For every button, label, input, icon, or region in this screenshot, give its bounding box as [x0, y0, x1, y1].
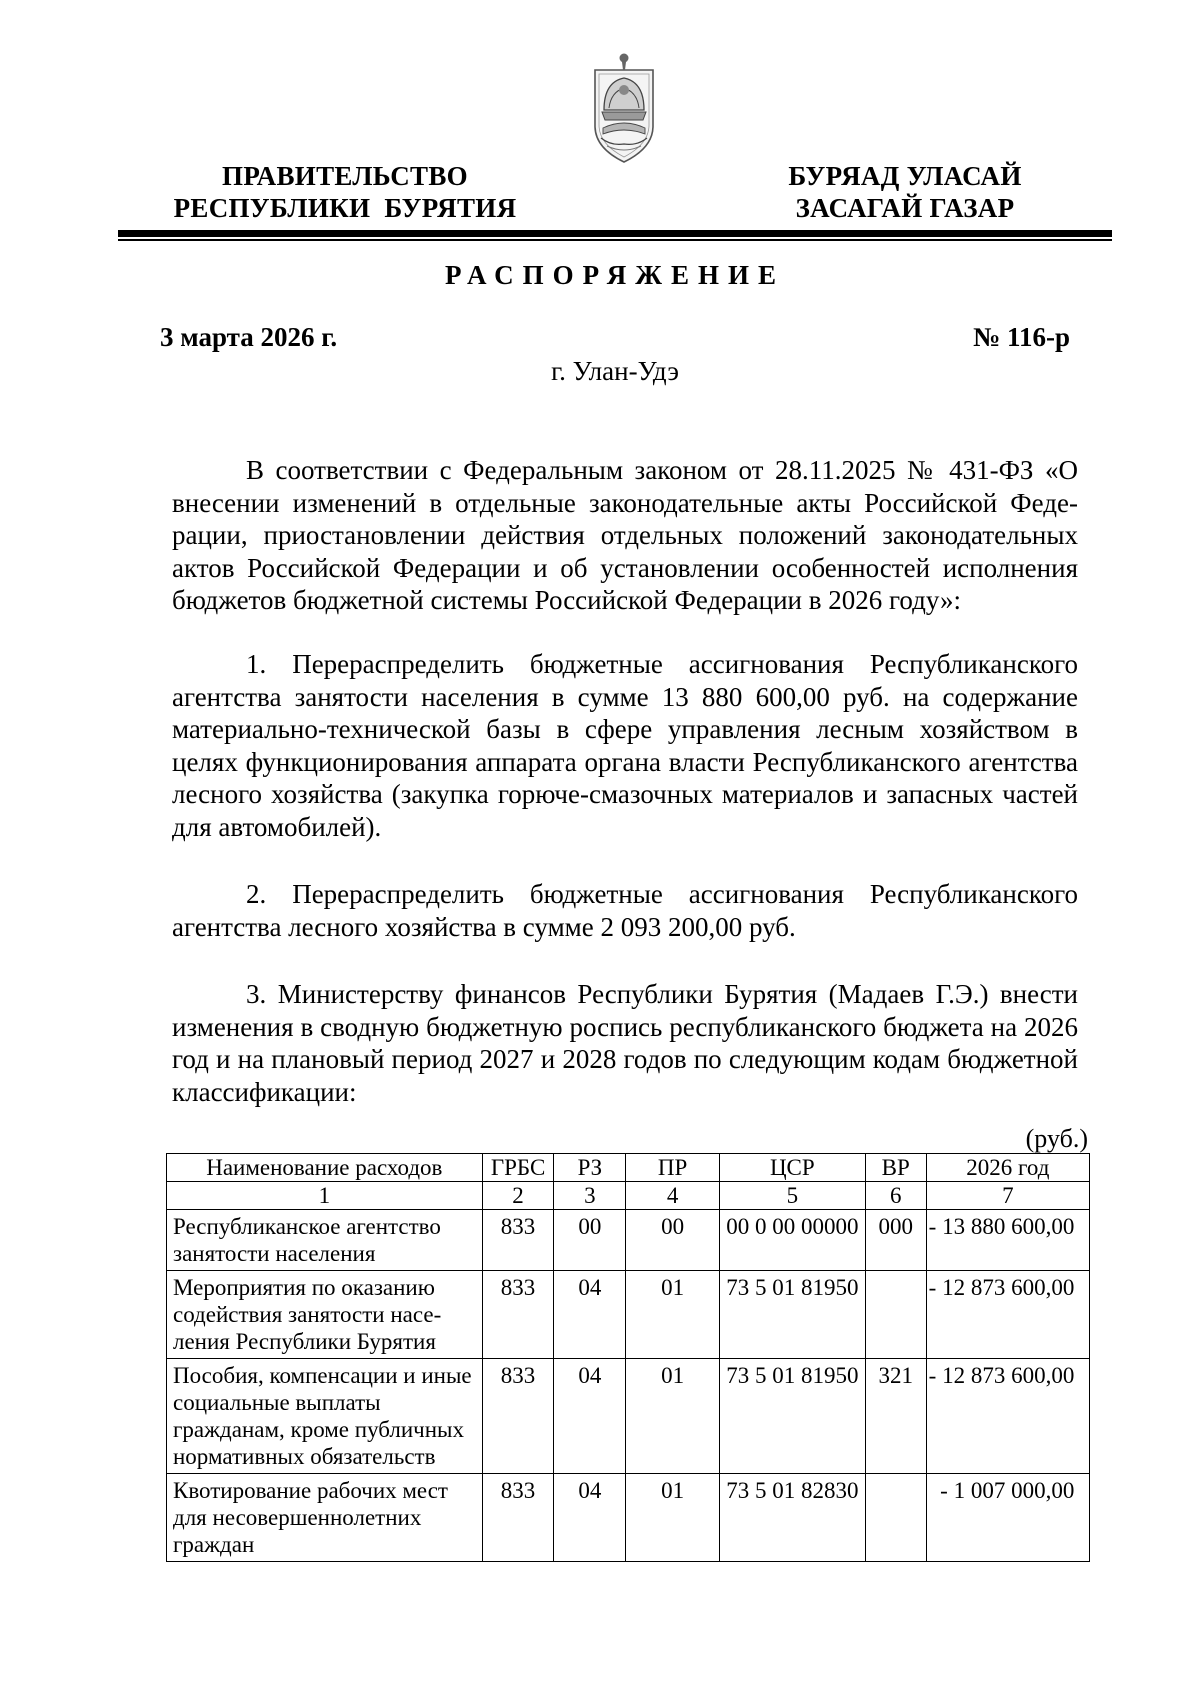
csr-cell: 73 5 01 81950 — [719, 1359, 865, 1474]
table-unit-label: (руб.) — [1025, 1124, 1088, 1153]
csr-cell: 00 0 00 00000 — [719, 1210, 865, 1271]
document-type: РАСПОРЯЖЕНИЕ — [444, 260, 786, 290]
item-2-paragraph: 2. Перераспределить бюджетные ассигнования Республиканского агентства лесного хозяйства в сумме 2 093 200,00 руб. — [172, 879, 1078, 942]
rz-cell: 00 — [554, 1210, 626, 1271]
header-rule-thick — [118, 230, 1112, 237]
org-name-line: РЕСПУБЛИКИ БУРЯТИЯ — [173, 193, 517, 223]
table-header-cell: ПР — [626, 1154, 720, 1182]
org-name-line: ЗАСАГАЙ ГАЗАР — [795, 193, 1015, 223]
pr-cell: 01 — [626, 1474, 720, 1562]
expense-name-cell: Мероприятия по оказанию содействия занятости населения Республики Бурятия — [167, 1271, 483, 1359]
column-number-cell: 5 — [719, 1182, 865, 1210]
csr-cell: 73 5 01 82830 — [719, 1474, 865, 1562]
amount-cell: - 1 007 000,00 — [926, 1474, 1089, 1562]
table-row — [167, 1474, 1090, 1562]
document-number: № 116-р — [973, 322, 1070, 352]
column-number-cell: 4 — [626, 1182, 720, 1210]
table-row — [167, 1359, 1090, 1474]
item-3-paragraph: 3. Министерству финансов Республики Бурятия (Мадаев Г.Э.) внести изменения в сводную бюджетную роспись республиканского бюджета на 2026 год и на плановый период 2027 и 2028 годов по следующим кодам бюджетной классификации: — [172, 979, 1078, 1107]
pr-cell: 01 — [626, 1271, 720, 1359]
amount-cell: - 12 873 600,00 — [926, 1271, 1089, 1359]
table-column-number-row — [167, 1182, 1090, 1210]
table-header-cell: 2026 год — [926, 1154, 1089, 1182]
coat-of-arms-icon — [589, 48, 659, 172]
table-header-cell: РЗ — [554, 1154, 626, 1182]
vr-cell — [865, 1271, 926, 1359]
document-city: г. Улан-Удэ — [551, 356, 679, 386]
table-header-cell: ЦСР — [719, 1154, 865, 1182]
rz-cell: 04 — [554, 1271, 626, 1359]
grbs-cell: 833 — [482, 1210, 554, 1271]
column-number-cell: 7 — [926, 1182, 1089, 1210]
grbs-cell: 833 — [482, 1271, 554, 1359]
intro-paragraph: В соответствии с Федеральным законом от 28.11.2025 № 431-ФЗ «О внесении изменений в отдельные законодательные акты Российской Федерации, приостановлении действия отдельных положений законодательных актов Российской Федерации и об установлении особенностей исполнения бюджетов бюджетной системы Российской Федерации в 2026 году»: — [172, 455, 1078, 615]
org-name-line: БУРЯАД УЛАСАЙ — [788, 161, 1022, 191]
expense-name-cell: Пособия, компенсации и иные социальные выплаты гражданам, кроме публичных нормативных обязательств — [167, 1359, 483, 1474]
rz-cell: 04 — [554, 1474, 626, 1562]
pr-cell: 01 — [626, 1359, 720, 1474]
table-header-row — [167, 1154, 1090, 1182]
table-row — [167, 1210, 1090, 1271]
table-header-cell: Наименование расходов — [167, 1154, 483, 1182]
column-number-cell: 6 — [865, 1182, 926, 1210]
org-name-russian — [160, 160, 530, 224]
amount-cell: - 13 880 600,00 — [926, 1210, 1089, 1271]
document-date: 3 марта 2026 г. — [160, 322, 338, 352]
column-number-cell: 1 — [167, 1182, 483, 1210]
csr-cell: 73 5 01 81950 — [719, 1271, 865, 1359]
column-number-cell: 2 — [482, 1182, 554, 1210]
amount-cell: - 12 873 600,00 — [926, 1359, 1089, 1474]
grbs-cell: 833 — [482, 1359, 554, 1474]
org-name-buryat — [760, 160, 1050, 224]
header-rule-thin — [118, 239, 1112, 241]
vr-cell: 000 — [865, 1210, 926, 1271]
pr-cell: 00 — [626, 1210, 720, 1271]
column-number-cell: 3 — [554, 1182, 626, 1210]
rz-cell: 04 — [554, 1359, 626, 1474]
vr-cell — [865, 1474, 926, 1562]
item-1-paragraph: 1. Перераспределить бюджетные ассигнования Республиканского агентства занятости населения в сумме 13 880 600,00 руб. на содержание материально-технической базы в сфере управления лесным хозяйством в целях функционирования аппарата органа власти Республиканского агентства лесного хозяйства (закупка горюче-смазочных материалов и запасных частей для автомобилей). — [172, 649, 1078, 842]
table-header-cell: ГРБС — [482, 1154, 554, 1182]
expense-name-cell: Республиканское агентство занятости населения — [167, 1210, 483, 1271]
budget-table — [166, 1153, 1090, 1562]
table-row — [167, 1271, 1090, 1359]
org-name-line: ПРАВИТЕЛЬСТВО — [222, 161, 468, 191]
grbs-cell: 833 — [482, 1474, 554, 1562]
vr-cell: 321 — [865, 1359, 926, 1474]
table-header-cell: ВР — [865, 1154, 926, 1182]
expense-name-cell: Квотирование рабочих мест для несовершеннолетних граждан — [167, 1474, 483, 1562]
